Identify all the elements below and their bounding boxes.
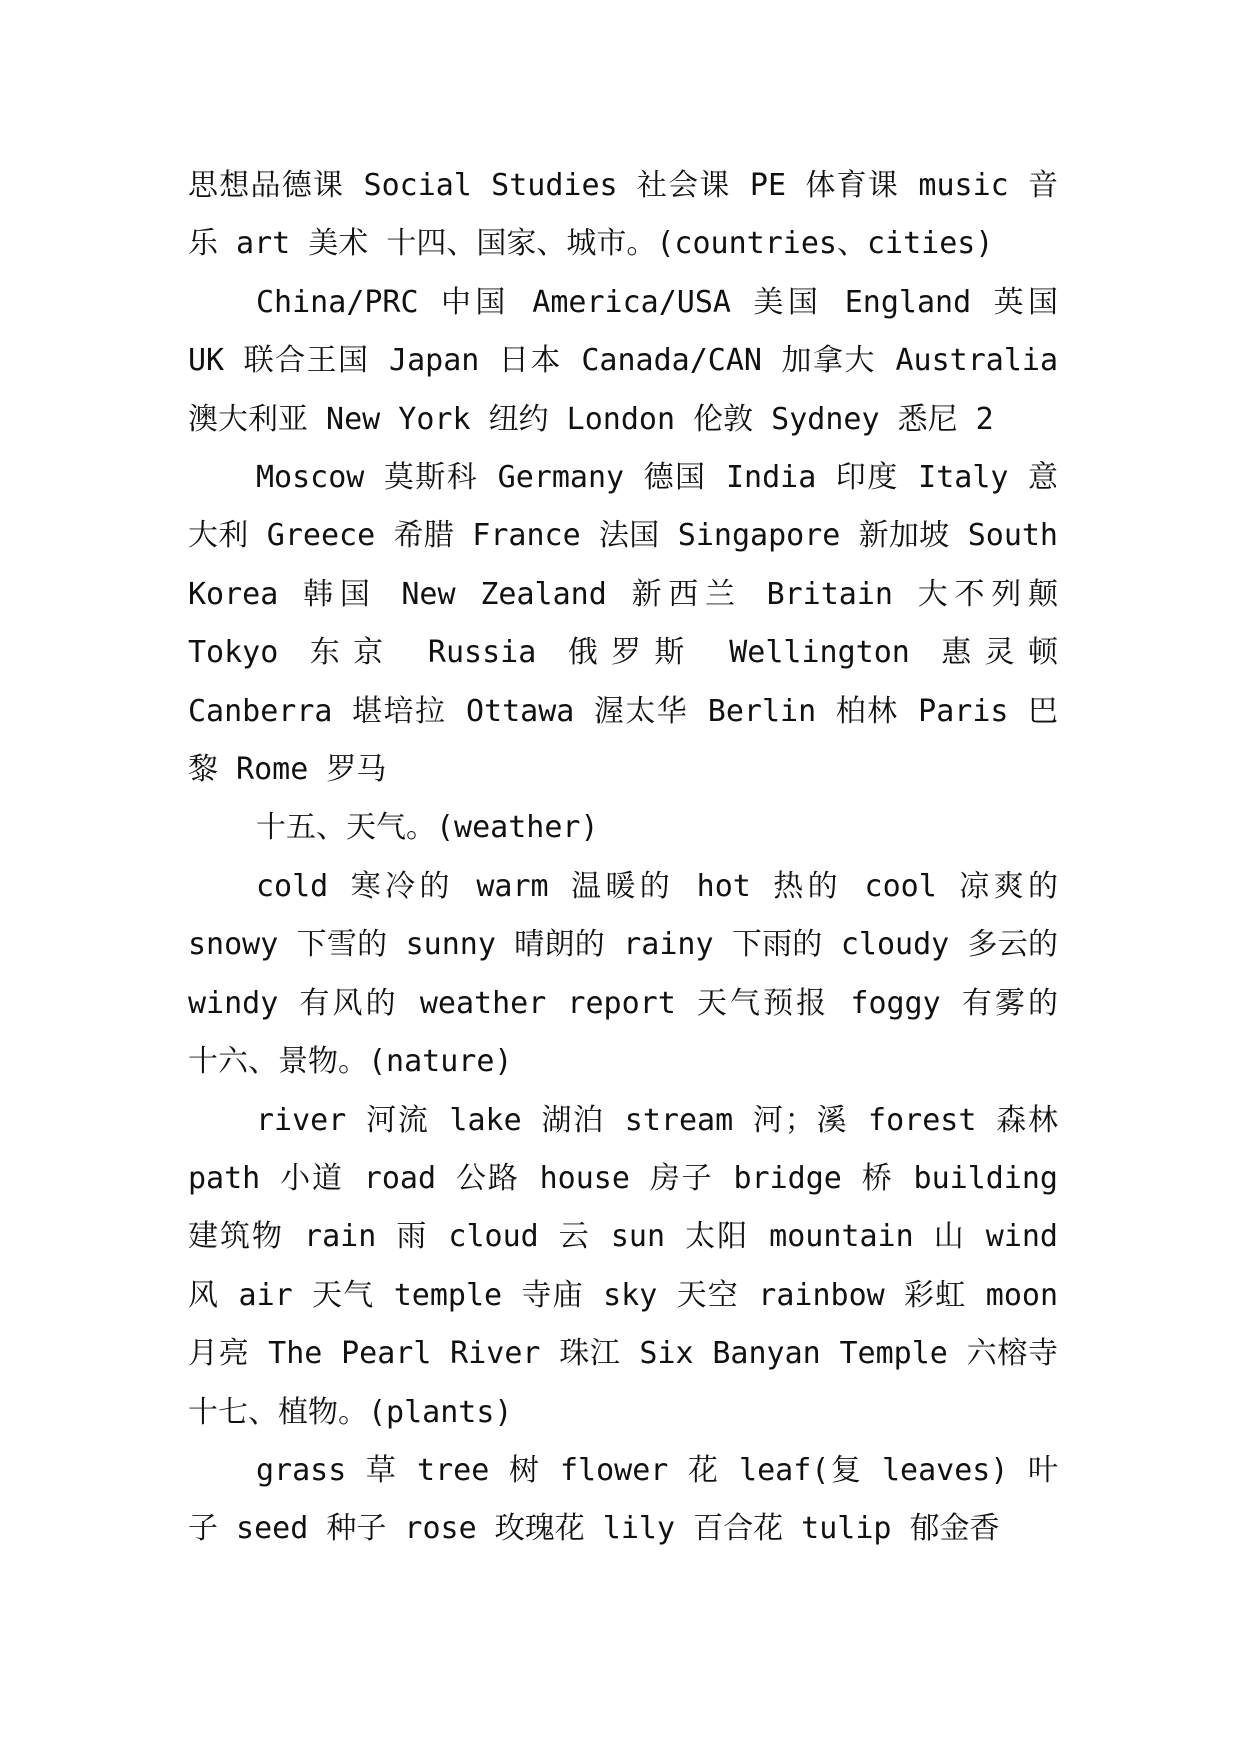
paragraph-nature: river 河流 lake 湖泊 stream 河；溪 forest 森林 path 小道 road 公路 house 房子 bridge 桥 building 建筑物 rain 雨 cloud 云 sun 太阳 mountain 山 wind 风 air 天气 temple 寺庙 sky 天空 rainbow 彩虹 moon 月亮 The Pearl River 珠江 Six Banyan Temple 六榕寺 十七、植物。(plants) bbox=[188, 1102, 1058, 1430]
paragraph-countries-1: China/PRC 中国 America/USA 美国 England 英国 UK 联合王国 Japan 日本 Canada/CAN 加拿大 Australia 澳大利亚 New York 纽约 London 伦敦 Sydney 悉尼 2 bbox=[188, 284, 1058, 437]
document-body bbox=[188, 157, 1058, 1559]
paragraph-weather: cold 寒冷的 warm 温暖的 hot 热的 cool 凉爽的 snowy 下雪的 sunny 晴朗的 rainy 下雨的 cloudy 多云的 windy 有风的 weather report 天气预报 foggy 有雾的 十六、景物。(nature) bbox=[188, 868, 1058, 1080]
section-heading-weather: 十五、天气。(weather) bbox=[256, 810, 599, 846]
paragraph-subjects-countries: 思想品德课 Social Studies 社会课 PE 体育课 music 音乐 art 美术 十四、国家、城市。(countries、cities) bbox=[188, 168, 1058, 262]
paragraph-plants: grass 草 tree 树 flower 花 leaf(复 leaves) 叶子 seed 种子 rose 玫瑰花 lily 百合花 tulip 郁金香 bbox=[188, 1452, 1058, 1547]
paragraph-countries-2: Moscow 莫斯科 Germany 德国 India 印度 Italy 意大利 Greece 希腊 France 法国 Singapore 新加坡 South Korea 韩国 New Zealand 新西兰 Britain 大不列颠 Tokyo 东京 Russia 俄罗斯 Wellington 惠灵顿 Canberra 堪培拉 Ottawa 渥太华 Berlin 柏林 Paris 巴黎 Rome 罗马 bbox=[188, 460, 1058, 788]
